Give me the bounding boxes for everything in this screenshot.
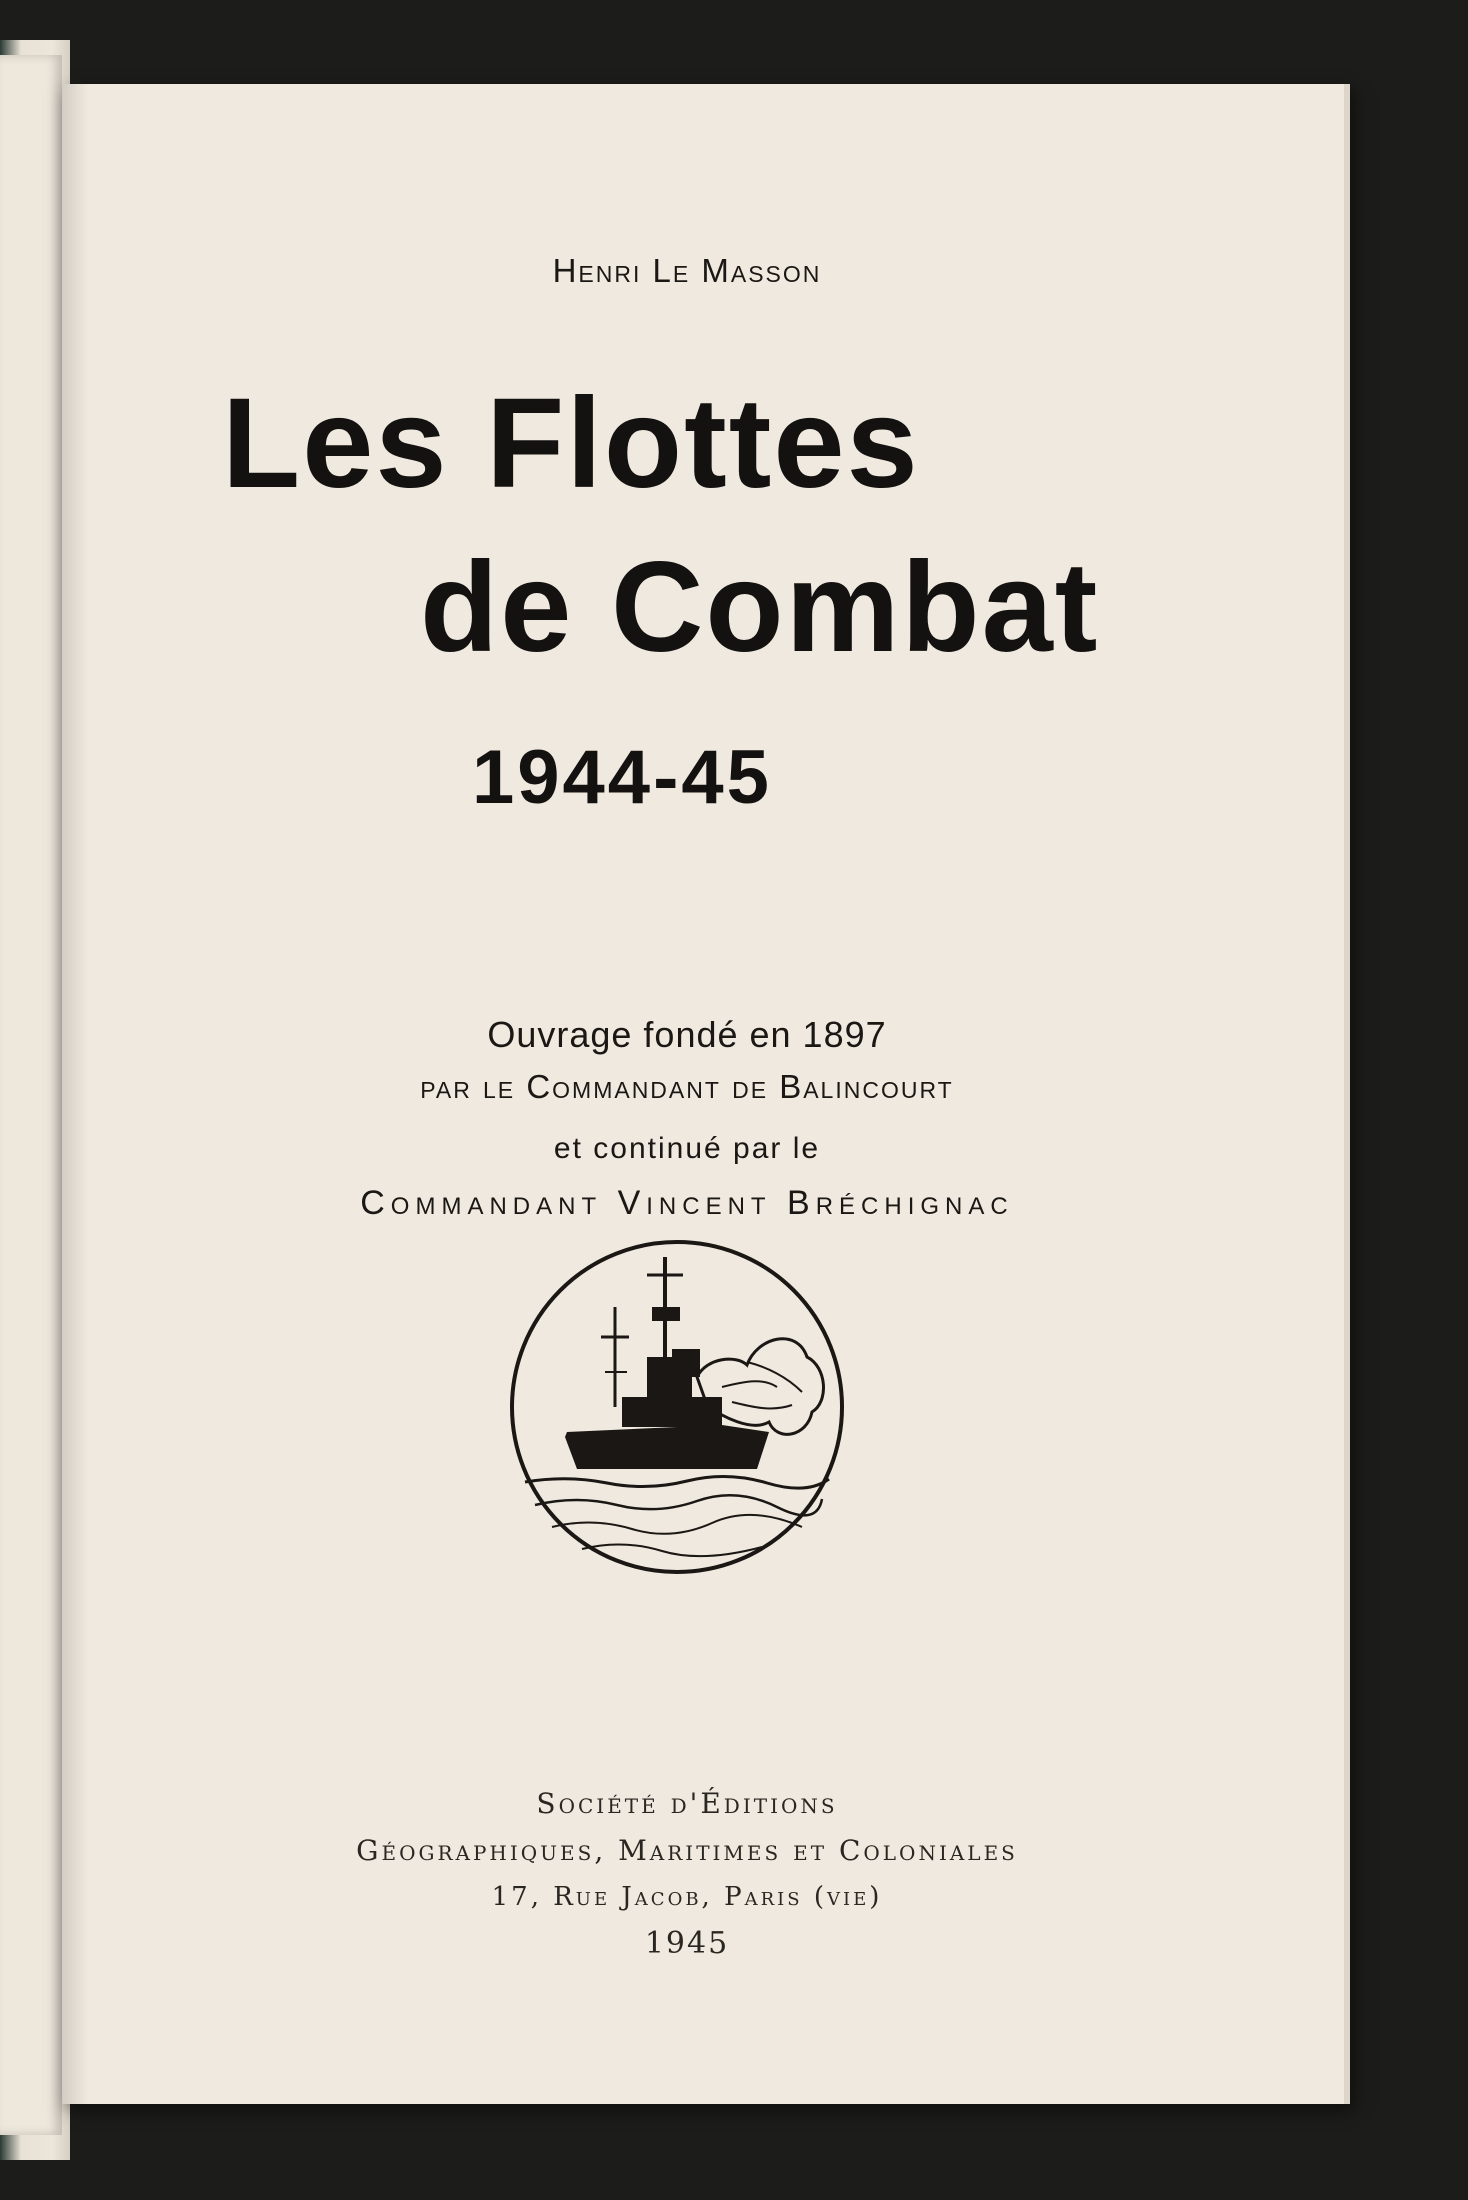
continuer-line: Commandant Vincent Bréchignac <box>360 1184 1014 1222</box>
title-line-2: de Combat <box>420 536 1100 679</box>
publisher-line-2: Géographiques, Maritimes et Coloniales <box>356 1834 1018 1867</box>
continued-line: et continué par le <box>553 1132 821 1165</box>
facing-page-edge <box>0 55 62 2135</box>
publisher-address: 17, Rue Jacob, Paris (vie) <box>491 1882 883 1912</box>
publication-year: 1945 <box>644 1926 730 1961</box>
founder-line: par le Commandant de Balincourt <box>420 1068 954 1105</box>
publisher-line-1: Société d'Éditions <box>536 1787 838 1820</box>
founded-line: Ouvrage fondé en 1897 <box>487 1014 887 1055</box>
battleship-emblem-icon <box>507 1237 847 1577</box>
title-page <box>62 84 1350 2104</box>
title-line-1: Les Flottes <box>222 372 920 515</box>
edition-years: 1944-45 <box>472 735 772 820</box>
author-name: Henri Le Masson <box>552 252 822 289</box>
